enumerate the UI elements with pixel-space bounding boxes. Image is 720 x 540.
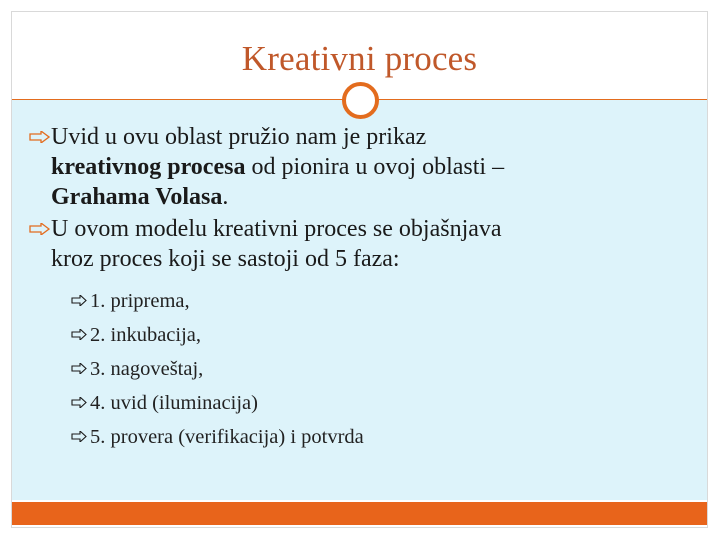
paragraph-1-mid: od pionira u ovoj oblasti – bbox=[245, 154, 505, 180]
phase-label: 4. uvid (iluminacija) bbox=[90, 392, 258, 414]
phase-list-item bbox=[14, 420, 694, 454]
phase-label: 5. provera (verifikacija) i potvrda bbox=[90, 426, 364, 448]
arrow-bullet-icon bbox=[71, 329, 87, 340]
phase-label: 2. inkubacija, bbox=[90, 324, 202, 346]
arrow-bullet-icon bbox=[71, 397, 87, 408]
paragraph-2-line-2: kroz proces koji se sastoji od 5 faza: bbox=[51, 246, 400, 272]
paragraph-2-line-1: U ovom modelu kreativni proces se objašnjava bbox=[51, 216, 502, 242]
arrow-bullet-icon bbox=[71, 431, 87, 442]
paragraph-1-text: Uvid u ovu oblast pružio nam je prikaz bbox=[51, 124, 427, 150]
slide-title: Kreativni proces bbox=[241, 39, 478, 78]
phase-list-item bbox=[14, 284, 694, 318]
slide-body bbox=[14, 122, 694, 454]
phase-list-item bbox=[14, 386, 694, 420]
paragraph-1 bbox=[14, 122, 694, 212]
emphasis-creative-process: kreativnog procesa bbox=[51, 154, 246, 180]
footer-bar bbox=[12, 502, 707, 525]
paragraph-2 bbox=[14, 214, 694, 274]
arrow-bullet-icon bbox=[29, 131, 50, 143]
emphasis-graham-wallas: Grahama Volasa bbox=[51, 184, 223, 210]
phase-label: 1. priprema, bbox=[90, 290, 190, 312]
phase-list-item bbox=[14, 352, 694, 386]
arrow-bullet-icon bbox=[71, 295, 87, 306]
paragraph-1-end: . bbox=[222, 184, 229, 210]
phase-list-item bbox=[14, 318, 694, 352]
arrow-bullet-icon bbox=[71, 363, 87, 374]
phase-label: 3. nagoveštaj, bbox=[90, 358, 204, 380]
arrow-bullet-icon bbox=[29, 223, 50, 235]
divider-circle-ornament bbox=[342, 82, 379, 119]
